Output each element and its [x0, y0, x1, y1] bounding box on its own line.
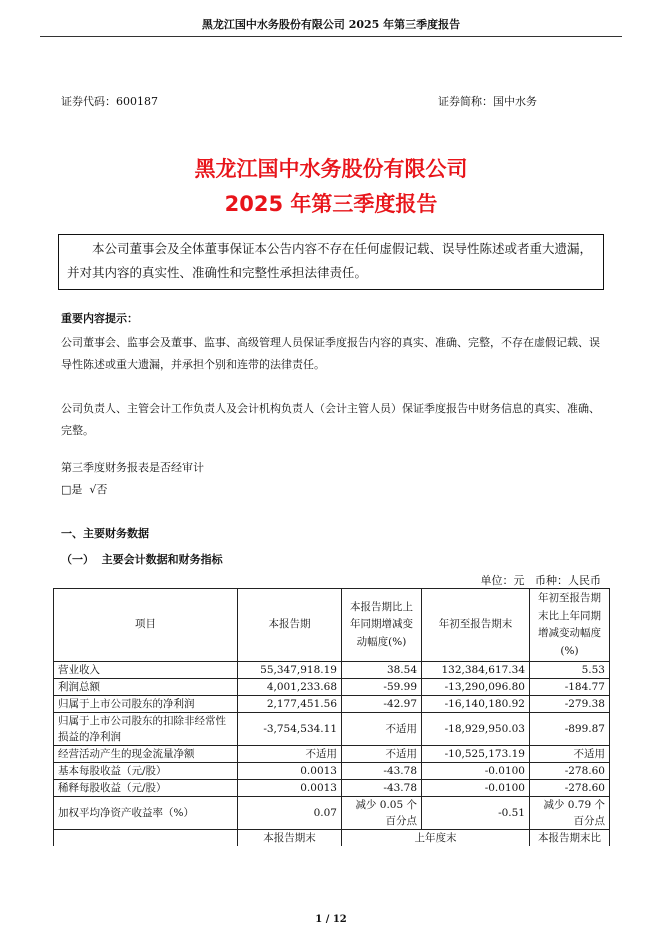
notice-paragraph-1: 公司董事会、监事会及董事、监事、高级管理人员保证季度报告内容的真实、准确、完整，不存在虚假记载、误导性陈述或重大遗漏，并承担个别和连带的法律责任。	[61, 336, 600, 371]
row-period: -3,754,534.11	[238, 713, 342, 746]
audit-question: 第三季度财务报表是否经审计	[61, 461, 204, 474]
stock-code: 证券代码：600187	[61, 95, 158, 108]
stock-abbreviation: 证券简称：国中水务	[438, 95, 537, 108]
row-ytd: -16,140,180.92	[422, 696, 530, 713]
header-ytd-change: 年初至报告期末比上年同期增减变动幅度(%)	[530, 589, 610, 662]
row-period-change: -43.78	[342, 780, 422, 797]
row-ytd-change: -279.38	[530, 696, 610, 713]
audit-answer: □是 √否	[61, 483, 108, 496]
row-period: 4,001,233.68	[238, 679, 342, 696]
table-row	[54, 662, 610, 679]
table-row	[54, 679, 610, 696]
declaration-box	[58, 234, 604, 290]
row-ytd: 132,384,617.34	[422, 662, 530, 679]
row-ytd: -18,929,950.03	[422, 713, 530, 746]
row-ytd: -0.51	[422, 797, 530, 830]
table-next-header-row	[54, 830, 610, 847]
row-item: 稀释每股收益（元/股）	[54, 780, 238, 797]
row-period-change: -43.78	[342, 763, 422, 780]
row-period-change: -59.99	[342, 679, 422, 696]
row-period: 55,347,918.19	[238, 662, 342, 679]
row-item: 归属于上市公司股东的净利润	[54, 696, 238, 713]
next-header-blank	[54, 830, 238, 847]
report-title: 2025 年第三季度报告	[224, 192, 438, 216]
row-period: 2,177,451.56	[238, 696, 342, 713]
header-period: 本报告期	[238, 589, 342, 662]
row-ytd-change: -278.60	[530, 763, 610, 780]
next-header-last-year-end: 上年度末	[342, 830, 530, 847]
row-ytd: -13,290,096.80	[422, 679, 530, 696]
section-heading-1-1: （一） 主要会计数据和财务指标	[61, 553, 223, 566]
running-header: 黑龙江国中水务股份有限公司 2025 年第三季度报告	[40, 14, 622, 37]
row-item: 利润总额	[54, 679, 238, 696]
table-row	[54, 713, 610, 746]
row-ytd: -10,525,173.19	[422, 746, 530, 763]
company-title: 黑龙江国中水务股份有限公司	[194, 157, 468, 181]
row-period-change: 不适用	[342, 746, 422, 763]
page-number: 1 / 12	[315, 914, 347, 925]
table-row	[54, 780, 610, 797]
header-period-change: 本报告期比上年同期增减变动幅度(%)	[342, 589, 422, 662]
next-header-change: 本报告期末比	[530, 830, 610, 847]
notice-paragraph-2: 公司负责人、主管会计工作负责人及会计机构负责人（会计主管人员）保证季度报告中财务信息的真实、准确、完整。	[61, 402, 600, 437]
row-ytd-change: 5.53	[530, 662, 610, 679]
row-period: 0.0013	[238, 780, 342, 797]
row-ytd-change: 减少 0.79 个百分点	[530, 797, 610, 830]
financial-data-table	[53, 588, 610, 846]
unit-currency: 单位：元 币种：人民币	[480, 574, 601, 587]
row-item: 营业收入	[54, 662, 238, 679]
row-item: 加权平均净资产收益率（%）	[54, 797, 238, 830]
table-row	[54, 746, 610, 763]
row-period: 0.07	[238, 797, 342, 830]
row-period: 不适用	[238, 746, 342, 763]
row-period-change: 不适用	[342, 713, 422, 746]
declaration-text: 本公司董事会及全体董事保证本公告内容不存在任何虚假记载、误导性陈述或者重大遗漏，并对其内容的真实性、准确性和完整性承担法律责任。	[67, 241, 593, 280]
row-ytd: -0.0100	[422, 780, 530, 797]
section-heading-1: 一、主要财务数据	[61, 527, 149, 540]
table-row	[54, 696, 610, 713]
row-ytd-change: 不适用	[530, 746, 610, 763]
row-ytd-change: -899.87	[530, 713, 610, 746]
row-ytd: -0.0100	[422, 763, 530, 780]
next-header-current-end: 本报告期末	[238, 830, 342, 847]
table-header-row	[54, 589, 610, 662]
row-ytd-change: -184.77	[530, 679, 610, 696]
row-ytd-change: -278.60	[530, 780, 610, 797]
table-row	[54, 763, 610, 780]
header-item: 项目	[54, 589, 238, 662]
row-item: 基本每股收益（元/股）	[54, 763, 238, 780]
table-row	[54, 797, 610, 830]
notice-heading: 重要内容提示：	[61, 312, 138, 325]
row-period-change: -42.97	[342, 696, 422, 713]
row-period-change: 减少 0.05 个百分点	[342, 797, 422, 830]
row-item: 经营活动产生的现金流量净额	[54, 746, 238, 763]
row-item: 归属于上市公司股东的扣除非经常性损益的净利润	[54, 713, 238, 746]
row-period: 0.0013	[238, 763, 342, 780]
row-period-change: 38.54	[342, 662, 422, 679]
header-ytd: 年初至报告期末	[422, 589, 530, 662]
